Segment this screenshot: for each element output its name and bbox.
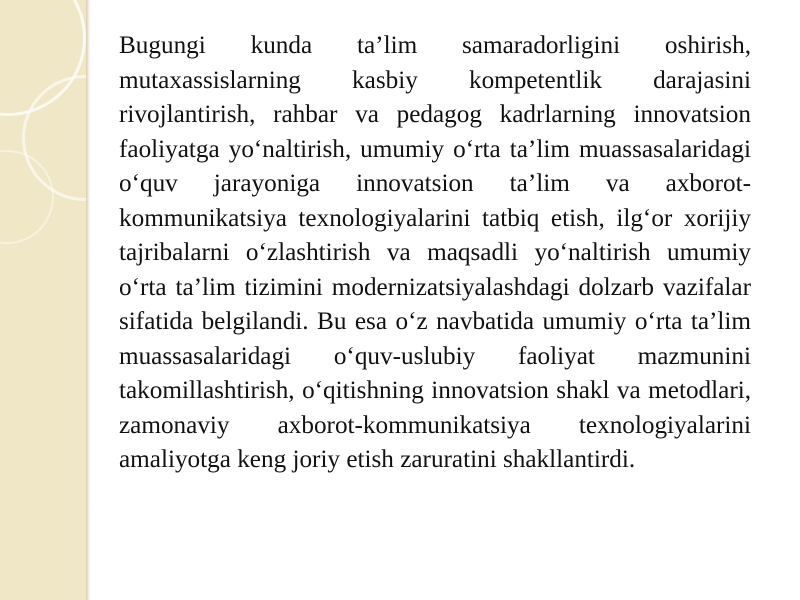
strip-edge-shadow [86, 0, 90, 600]
body-paragraph: Bugungi kunda ta’lim samaradorligini oshirish, mutaxassislarning kasbiy kompetentlik darajasini rivojlantirish, rahbar va pedagog kadrlarning innovatsion faoliyatga yo‘naltirish, umumiy o‘rta ta’lim muassasalaridagi o‘quv jarayoniga innovatsion ta’lim va axborot-kommunikatsiya texnologiyalarini tatbiq etish, ilg‘or xorijiy tajribalarni o‘zlashtirish va maqsadli yo‘naltirish umumiy o‘rta ta’lim tizimini modernizatsiyalashdagi dolzarb vazifalar sifatida belgilandi. Bu esa o‘z navbatida umumiy o‘rta ta’lim muassasalaridagi o‘quv-uslubiy faoliyat mazmunini takomillashtirish, o‘qitishning innovatsion shakl va metodlari, zamonaviy axborot-kommunikatsiya texnologiyalarini amaliyotga keng joriy etish zaruratini shakllantirdi. [119, 32, 751, 473]
decorative-side-strip [0, 0, 86, 600]
